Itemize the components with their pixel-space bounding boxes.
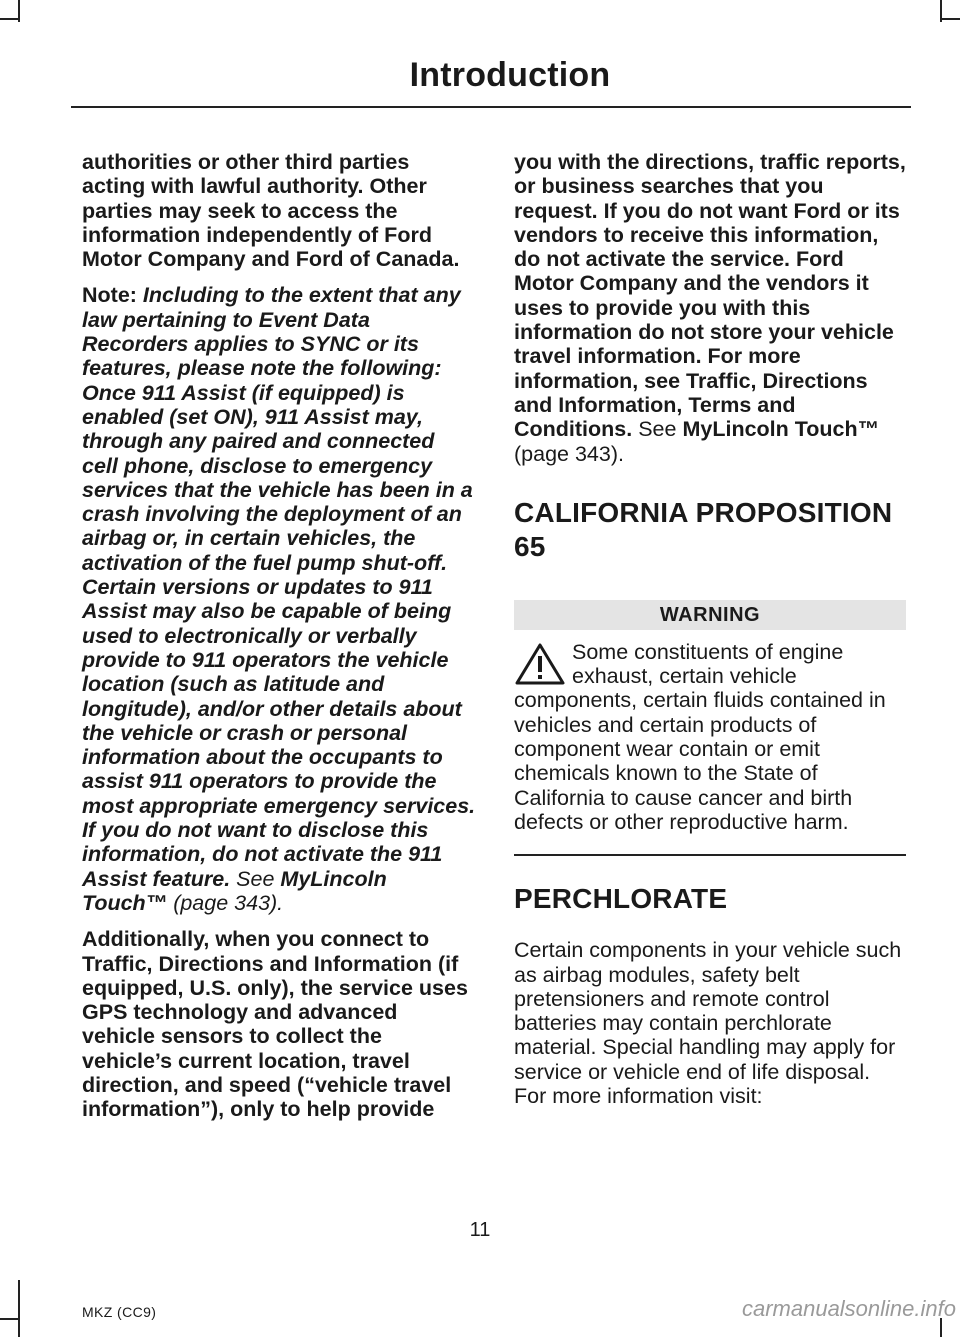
crop-mark: [0, 1318, 20, 1320]
directions-text: you with the directions, traffic reports, or business searches that you request. If you do not want Ford or its vendors to receive this information, do not activate the service. Ford Motor Company and the vendors it uses to provide you with this information do not store your vehicle travel information. For more information, see Traffic, Directions and Information, Terms and Conditions.: [514, 150, 906, 442]
directions-see: See: [638, 417, 677, 442]
right-column: [514, 150, 906, 1108]
note-page-ref: (page 343).: [173, 890, 284, 915]
paragraph-additionally: Additionally, when you connect to Traffic, Directions and Information (if equipped, U.S. only), the service uses GPS technology and advanced vehicle sensors to collect the vehicle’s current location, travel direction, and speed (“vehicle travel information”), only to help provide: [82, 927, 468, 1122]
watermark: carmanualsonline.info: [741, 1296, 956, 1321]
note-link[interactable]: MyLincoln Touch™: [82, 866, 387, 915]
warning-triangle-icon: [514, 642, 566, 686]
crop-mark: [18, 1280, 20, 1337]
heading-perchlorate: PERCHLORATE: [514, 883, 728, 915]
page-number: 11: [469, 1219, 491, 1241]
warning-text: Some constituents of engine exhaust, certain vehicle components, certain fluids contained in vehicles and certain products of component wear contain or emit chemicals known to the State of California to cause cancer and birth defects or other reproductive harm.: [514, 639, 886, 834]
left-column: [82, 150, 476, 1122]
footer-model: MKZ (CC9): [82, 1304, 157, 1320]
directions-link[interactable]: MyLincoln Touch™: [682, 417, 880, 442]
page-title: Introduction: [409, 56, 611, 94]
paragraph-directions: [514, 150, 906, 466]
header-divider: [71, 106, 911, 108]
paragraph-perchlorate: Certain components in your vehicle such as airbag modules, safety belt pretensioners and remote control batteries may contain perchlorate material. Special handling may apply for service or vehicle end of life disposal. For more information visit:: [514, 938, 902, 1109]
note-paragraph: [82, 283, 476, 915]
note-label: Note:: [82, 283, 137, 308]
note-text: Including to the extent that any law pertaining to Event Data Recorders applies to SYNC or its features, please note the following: Once 911 Assist (if equipped) is enabled (set ON), 911 Assist may, through any paired and connected cell phone, disclose to emergency services that the vehicle has been in a crash involving the deployment of an airbag or, in certain vehicles, the activation of the fuel pump shut-off. Certain versions or updates to 911 Assist may also be capable of being used to electronically or verbally provide to 911 operators the vehicle location (such as latitude and longitude), and/or other details about the vehicle or crash or personal information about the occupants to assist 911 operators to provide the most appropriate emergency services. If you do not want to disclose this information, do not activate the 911 Assist feature.: [82, 283, 476, 891]
paragraph-authorities: authorities or other third parties acting with lawful authority. Other parties may seek to access the information independently of Ford Motor Company and Ford of Canada.: [82, 150, 460, 272]
directions-page-ref: (page 343).: [514, 441, 624, 466]
crop-mark: [940, 18, 960, 20]
note-see: See: [236, 866, 275, 891]
crop-mark: [0, 18, 20, 20]
heading-california-proposition: CALIFORNIA PROPOSITION 65: [514, 496, 893, 562]
warning-box: [514, 640, 906, 834]
warning-divider: [514, 854, 906, 856]
warning-label: WARNING: [514, 600, 906, 630]
